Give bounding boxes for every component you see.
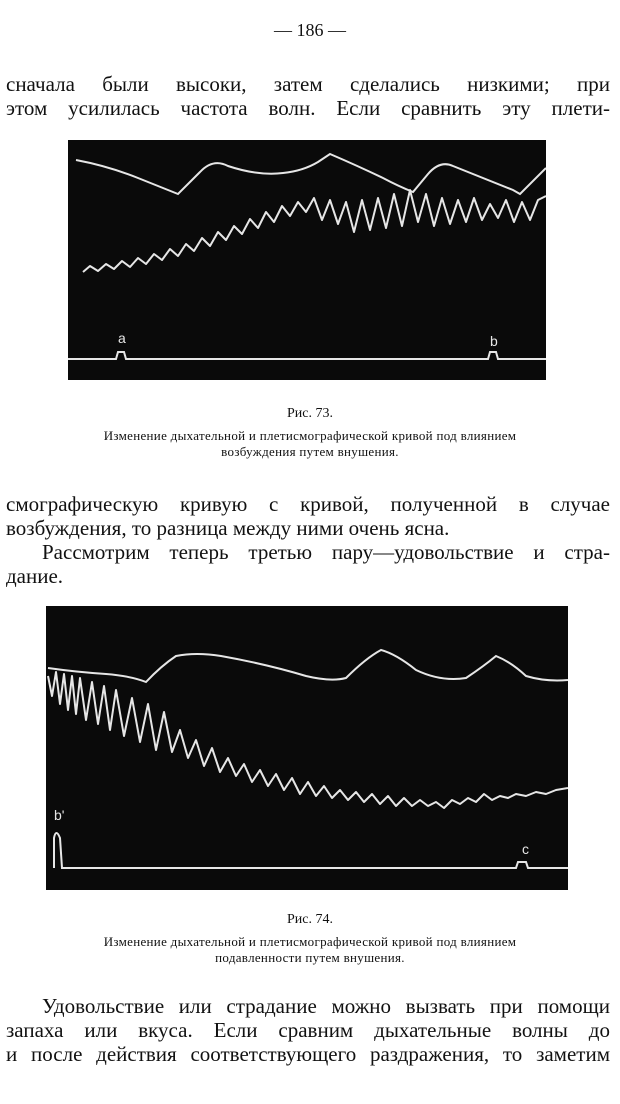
paragraph-3 xyxy=(6,540,610,588)
figure-74-caption-line-2: подавленности путем внушения. xyxy=(215,950,405,965)
paragraph-2-line-2: возбуждения, то разница между ними очень ясна. xyxy=(6,516,450,540)
figure-73-label: Рис. 73. xyxy=(287,406,333,421)
paragraph-1-line-2: этом усилилась частота волн. Если сравнить эту плети- xyxy=(6,96,610,120)
paragraph-2-line-1: смографическую кривую с кривой, полученной в случае xyxy=(6,492,610,516)
figure-74-plethysmograph-curve xyxy=(48,672,568,808)
figure-74-label: Рис. 74. xyxy=(287,912,333,927)
figure-74-caption xyxy=(0,934,620,966)
figure-73-kymograph xyxy=(68,140,546,380)
figure-74-image xyxy=(46,606,568,890)
figure-74-marker-b: b' xyxy=(54,807,65,823)
figure-73-marker-b: b xyxy=(490,333,498,349)
figure-74-kymograph xyxy=(46,606,568,890)
paragraph-3-line-1: Рассмотрим теперь третью пару—удовольствие и стра- xyxy=(42,540,610,564)
paragraph-4-line-2: запаха или вкуса. Если сравним дыхательные волны до xyxy=(6,1018,610,1042)
figure-74-signal-line xyxy=(54,833,568,868)
paragraph-4-line-3: и после действия соответствующего раздражения, то заметим xyxy=(6,1042,610,1066)
figure-73-respiration-curve xyxy=(76,154,546,194)
figure-73-caption-line-2: возбуждения путем внушения. xyxy=(221,444,399,459)
page-number: — 186 — xyxy=(274,20,346,40)
paragraph-1-line-1: сначала были высоки, затем сделались низкими; при xyxy=(6,72,610,96)
figure-74-respiration-curve xyxy=(48,650,568,682)
paragraph-2 xyxy=(6,492,610,540)
figure-73-plethysmograph-curve xyxy=(83,190,546,272)
figure-74-caption-line-1: Изменение дыхательной и плетисмографической кривой под влиянием xyxy=(103,934,517,949)
figure-73-caption xyxy=(0,428,620,460)
figure-73-caption-line-1: Изменение дыхательной и плетисмографической кривой под влиянием xyxy=(103,428,517,443)
paragraph-3-line-2: дание. xyxy=(6,564,64,588)
paragraph-1 xyxy=(6,72,610,120)
figure-73-signal-line xyxy=(68,352,546,359)
figure-73-image xyxy=(68,140,546,380)
figure-73-marker-a: a xyxy=(118,330,126,346)
paragraph-4-line-1: Удовольствие или страдание можно вызвать при помощи xyxy=(42,994,610,1018)
paragraph-4 xyxy=(6,994,610,1066)
figure-74-marker-c: c xyxy=(522,841,529,857)
